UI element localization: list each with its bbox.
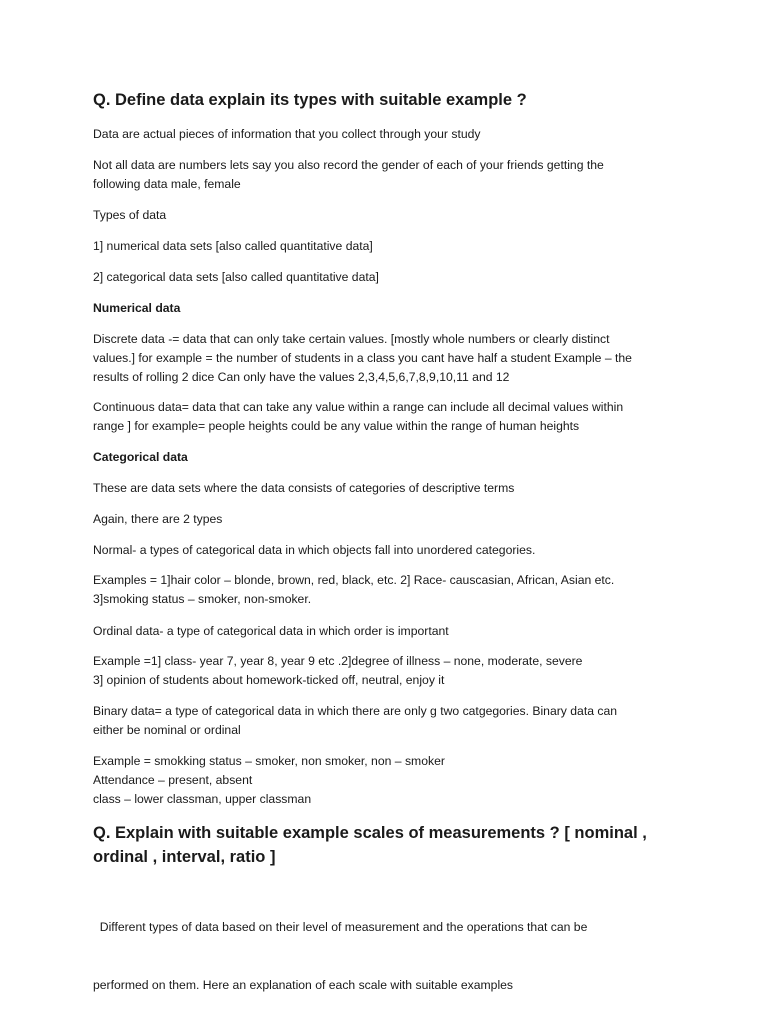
heading-line: ordinal , interval, ratio ] [93, 848, 276, 866]
paragraph-categorical-sets: 2] categorical data sets [also called quantitative data] [93, 270, 379, 284]
text-line: results of rolling 2 dice Can only have the values 2,3,4,5,6,7,8,9,10,11 and 12 [93, 370, 510, 385]
text-line: Examples = 1]hair color – blonde, brown, red, black, etc. 2] Race- causcasian, African, Asian etc. [93, 573, 615, 587]
paragraph-types-of-data: Types of data [93, 208, 167, 222]
text-line: Binary data= a type of categorical data in which there are only g two catgegories. Binary data can [93, 704, 618, 718]
paragraph-numerical-sets: 1] numerical data sets [also called quantitative data] [93, 239, 373, 253]
paragraph-scales-intro [93, 880, 683, 1034]
paragraph-normal-examples [93, 571, 683, 609]
paragraph-ordinal-examples [93, 652, 683, 690]
text-line: Different types of data based on their level of measurement and the operations that can be [93, 920, 588, 935]
paragraph-non-numeric-data [93, 156, 683, 194]
paragraph-continuous-data [93, 398, 683, 436]
text-line: either be nominal or ordinal [93, 723, 241, 738]
text-line: Example = smokking status – smoker, non smoker, non – smoker [93, 754, 445, 768]
paragraph-ordinal-data: Ordinal data- a type of categorical data in which order is important [93, 624, 449, 638]
text-line: 3]smoking status – smoker, non-smoker. [93, 592, 312, 607]
text-line: Example =1] class- year 7, year 8, year 9 etc .2]degree of illness – none, moderate, severe [93, 654, 583, 668]
paragraph-data-definition: Data are actual pieces of information that you collect through your study [93, 127, 481, 141]
text-line: class – lower classman, upper classman [93, 792, 312, 807]
text-line: Attendance – present, absent [93, 773, 253, 788]
text-line: performed on them. Here an explanation of each scale with suitable examples [93, 978, 514, 993]
subheading-numerical-data: Numerical data [93, 301, 181, 315]
text-line: Continuous data= data that can take any value within a range can include all decimal values within [93, 400, 624, 414]
text-line: Not all data are numbers lets say you also record the gender of each of your friends getting the [93, 158, 604, 172]
text-line: 3] opinion of students about homework-ticked off, neutral, enjoy it [93, 673, 445, 688]
heading-scales-of-measurement [93, 821, 683, 869]
paragraph-binary-data [93, 702, 683, 740]
heading-line: Q. Explain with suitable example scales of measurements ? [ nominal , [93, 824, 647, 842]
text-line: values.] for example = the number of students in a class you cant have half a student Example – the [93, 351, 632, 366]
heading-define-data: Q. Define data explain its types with suitable example ? [93, 91, 527, 109]
text-line: following data male, female [93, 177, 241, 192]
text-line: Discrete data -= data that can only take certain values. [mostly whole numbers or clearly distinct [93, 332, 610, 346]
paragraph-discrete-data [93, 330, 683, 388]
paragraph-two-types: Again, there are 2 types [93, 512, 223, 526]
subheading-categorical-data: Categorical data [93, 450, 188, 464]
paragraph-binary-examples [93, 752, 683, 810]
paragraph-categorical-definition: These are data sets where the data consists of categories of descriptive terms [93, 481, 515, 495]
text-line: range ] for example= people heights could be any value within the range of human heights [93, 419, 580, 434]
paragraph-normal-data: Normal- a types of categorical data in which objects fall into unordered categories. [93, 543, 536, 557]
